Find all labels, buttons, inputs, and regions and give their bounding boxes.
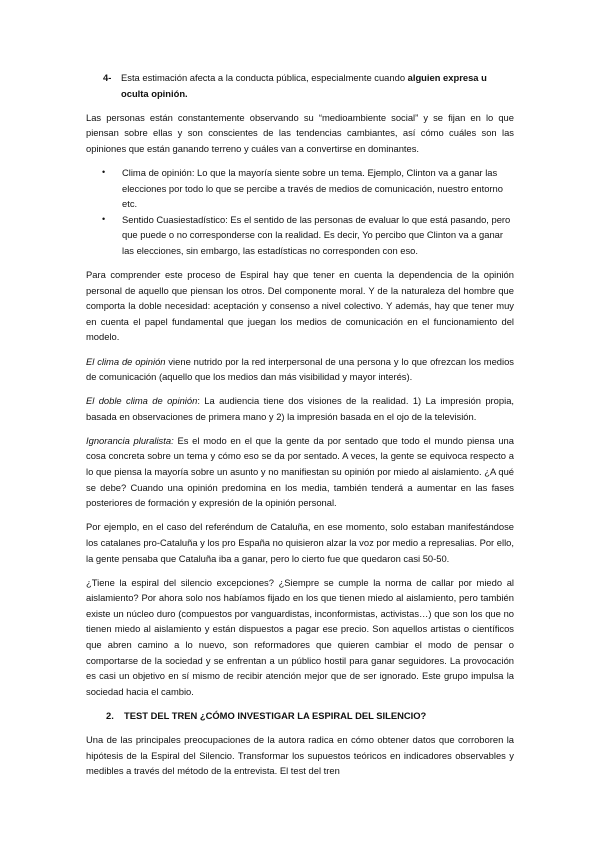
item-text-bold: alguien expresa u oculta opinión. — [121, 72, 487, 99]
paragraph-clima-opinion — [86, 354, 514, 385]
item-text — [121, 70, 514, 101]
term-ignorancia-pluralista: Ignorancia pluralista: — [86, 434, 174, 446]
numbered-item-4 — [86, 70, 514, 101]
bullet-item-clima — [86, 165, 514, 212]
paragraph-ignorancia-pluralista — [86, 433, 514, 511]
paragraph-text: viene nutrido por la red interpersonal de una persona y lo que ofrezcan los medios de comunicación (aquello que los medios dan más visibilidad y mayor interés). — [86, 355, 514, 383]
section-title: TEST DEL TREN ¿CÓMO INVESTIGAR LA ESPIRAL DEL SILENCIO? — [124, 709, 427, 721]
item-number: 4- — [103, 72, 112, 83]
section-number: 2. — [106, 709, 114, 721]
term-clima-opinion: El clima de opinión — [86, 355, 166, 367]
paragraph-proceso-espiral: Para comprender este proceso de Espiral hay que tener en cuenta la dependencia de la opinión personal de aquello que piensan los otros. Del componente moral. Y de la naturaleza del hombre que comporta la doble necesidad: aceptación y consenso a nivel colectivo. Y además, hay que tener muy en cuenta el papel fundamental que juegan los medios de comunicación en el funcionamiento del modelo. — [86, 269, 514, 343]
paragraph-test-tren: Una de las principales preocupaciones de la autora radica en cómo obtener datos que corroboren la hipótesis de la Espiral del Silencio. Transformar los supuestos teóricos en indicadores observables y medibles a través del método de la entrevista. El test del tren — [86, 733, 514, 777]
bullet-item-cuasiestadistico — [86, 212, 514, 259]
bullet-list — [86, 165, 514, 259]
paragraph-medioambiente-social: Las personas están constantemente observando su “medioambiente social” y se fijan en lo que piensan sobre ellas y son conscientes de las tendencias cambiantes, así cómo cuáles son las opiniones que están ganando terreno y cuáles van a convertirse en dominantes. — [86, 111, 514, 154]
paragraph-excepciones: ¿Tiene la espiral del silencio excepciones? ¿Siempre se cumple la norma de callar por miedo al aislamiento? Por ahora solo nos habíamos fijado en los que tienen miedo al aislamiento, pero también existe un núcleo duro (compuestos por vanguardistas, inconformistas, activistas…) que son los que no tienen miedo al aislamiento y están dispuestos a pagar ese precio. Son aquellos artistas o científicos que abren camino a lo nuevo, son reformadores que quieren cambiar el modo de pensar o comportarse de la sociedad y se enfrentan a un público hostil para ganar seguidores. La provocación es casi un objetivo en sí mismo de recibir atención mejor que de ser ignorado. Este grupo impulsa la sociedad hacia el cambio. — [86, 576, 514, 697]
section-heading — [86, 708, 514, 724]
term-doble-clima: El doble clima de opinión — [86, 395, 198, 407]
paragraph-text: : La audiencia tiene dos visiones de la realidad. 1) La impresión propia, basada en observaciones de primera mano y 2) la impresión basada en el ojo de la televisión. — [86, 395, 515, 422]
bullet-text: Sentido Cuasiestadístico: Es el sentido de las personas de evaluar lo que está pasando, pero que puede o no corresponderse con la realidad. Es decir, Yo percibo que Clinton va a ganar las elecciones, sin embargo, las estadísticas no corresponden con eso. — [122, 213, 511, 256]
item-text-plain: Esta estimación afecta a la conducta pública, especialmente cuando — [121, 72, 408, 83]
paragraph-doble-clima — [86, 393, 514, 424]
page-content — [86, 70, 514, 779]
paragraph-text: Es el modo en el que la gente da por sentado que todo el mundo piensa una cosa concreta sobre un tema y cómo eso se da por sentado. A veces, la gente se equivoca respecto a lo que piensa la mayoría sobre un asunto y no manifiestan su opinión por miedo al aislamiento. ¿A qué se debe? Cuando una opinión predomina en los media, también tenderá a aumentar en las fases posteriores de formación y expresión de la opinión personal. — [86, 434, 514, 509]
bullet-dot-icon: • — [102, 213, 106, 224]
bullet-text: Clima de opinión: Lo que la mayoría siente sobre un tema. Ejemplo, Clinton va a ganar las elecciones por todo lo que se percibe a través de medios de comunicación, nuestro entorno etc. — [122, 166, 503, 210]
bullet-dot-icon: • — [102, 166, 106, 177]
paragraph-ejemplo-cataluna: Por ejemplo, en el caso del referéndum de Cataluña, en ese momento, solo estaban manifestándose los catalanes pro-Cataluña y los pro España no quisieron alzar la voz por medio a represalias. Por ello, la gente pensaba que Cataluña iba a ganar, pero lo cierto fue que quedaron casi 50-50. — [86, 521, 514, 564]
